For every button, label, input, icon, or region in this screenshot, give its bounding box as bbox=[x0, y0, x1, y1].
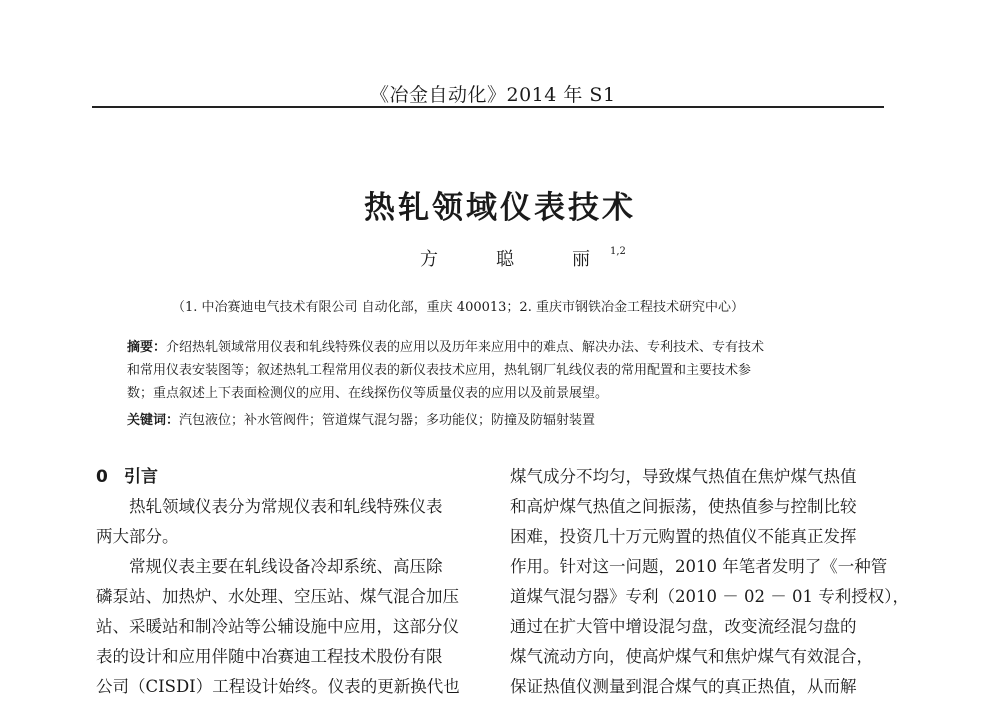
text-line: 常规仪表主要在轧线设备冷却系统、高压除 bbox=[129, 557, 443, 576]
body-column-left bbox=[96, 462, 476, 702]
paper-title: 热轧领域仪表技术 bbox=[364, 190, 636, 226]
keywords-label: 关键词： bbox=[127, 413, 180, 428]
section-title: 引言 bbox=[124, 467, 158, 487]
affiliation: （1. 中冶赛迪电气技术有限公司 自动化部，重庆 400013；2. 重庆市钢铁冶金工程技术研究中心） bbox=[172, 300, 744, 315]
section-number: 0 bbox=[96, 467, 108, 487]
abstract-text: 介绍热轧领域常用仪表和轧线特殊仪表的应用以及历年来应用中的难点、解决办法、专利技术、专有技术 bbox=[166, 340, 765, 355]
keywords bbox=[127, 409, 863, 432]
paragraph bbox=[96, 492, 476, 552]
abstract-label: 摘要： bbox=[127, 340, 167, 355]
section-heading bbox=[96, 462, 476, 492]
journal-header: 《冶金自动化》2014 年 S1 bbox=[370, 84, 616, 106]
abstract-line: 和常用仪表安装图等；叙述热轧工程常用仪表的新仪表技术应用，热轧钢厂轧线仪表的常用配置和主要技术参 bbox=[127, 363, 752, 378]
text-line: 煤气成分不均匀，导致煤气热值在焦炉煤气热值 bbox=[510, 467, 857, 486]
paragraph bbox=[96, 552, 476, 702]
text-line: 公司（CISDI）工程设计始终。仪表的更新换代也 bbox=[96, 677, 460, 696]
header-rule bbox=[92, 106, 884, 108]
text-line: 道煤气混匀器》专利（2010 － 02 － 01 专利授权）， bbox=[510, 587, 909, 606]
text-line: 表的设计和应用伴随中冶赛迪工程技术股份有限 bbox=[96, 647, 443, 666]
text-line: 通过在扩大管中增设混匀盘，改变流经混匀盘的 bbox=[510, 617, 857, 636]
text-line: 热轧领域仪表分为常规仪表和轧线特殊仪表 bbox=[129, 497, 443, 516]
body-column-right bbox=[510, 462, 909, 702]
abstract-line: 数；重点叙述上下表面检测仪的应用、在线探伤仪等质量仪表的应用以及前景展望。 bbox=[127, 386, 609, 401]
abstract bbox=[127, 336, 863, 405]
text-line: 站、采暖站和制冷站等公辅设施中应用，这部分仪 bbox=[96, 617, 459, 636]
text-line: 作用。针对这一问题，2010 年笔者发明了《一种管 bbox=[510, 557, 888, 576]
text-line: 两大部分。 bbox=[96, 527, 179, 546]
text-line: 和高炉煤气热值之间振荡，使热值参与控制比较 bbox=[510, 497, 857, 516]
author bbox=[420, 245, 626, 271]
author-affiliation-marker: 1,2 bbox=[610, 246, 626, 257]
text-line: 煤气流动方向，使高炉煤气和焦炉煤气有效混合， bbox=[510, 647, 873, 666]
author-name: 方 聪 丽 bbox=[420, 249, 610, 270]
text-line: 磷泵站、加热炉、水处理、空压站、煤气混合加压 bbox=[96, 587, 459, 606]
keywords-text: 汽包液位；补水管阀件；管道煤气混匀器；多功能仪；防撞及防辐射装置 bbox=[179, 413, 596, 428]
text-line: 保证热值仪测量到混合煤气的真正热值，从而解 bbox=[510, 677, 857, 696]
text-line: 困难，投资几十万元购置的热值仪不能真正发挥 bbox=[510, 527, 857, 546]
abstract-line bbox=[127, 336, 863, 359]
